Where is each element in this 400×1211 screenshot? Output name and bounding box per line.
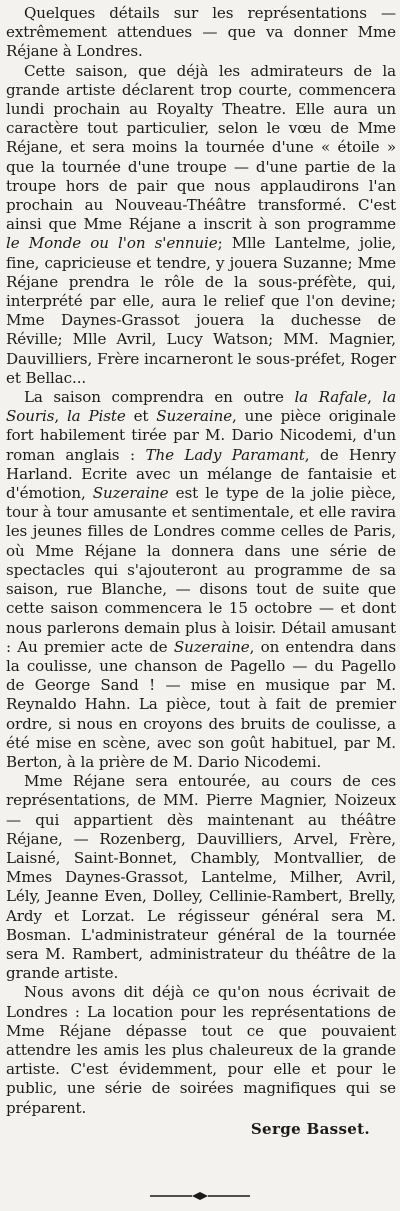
paragraph-text: Mme Réjane sera entourée, au cours de ces représentations, de MM. Pierre Magnier, Noizeux — qui appartient dès maintenant au théâtre Réjane, — Rozenberg, Dauvilliers, Arvel, Frère, Laisné, Saint-Bonnet, Chambly, Montvallier, de Mmes Daynes-Grassot, Lantelme, Milher, Avril, Lély, Jeanne Even, Dolley, Cellinie-Rambert, Brelly, Ardy et Lorzat. Le régisseur général sera M. Bosman. L'administrateur général de la tournée sera M. Rambert, administrateur du théâtre de la grande artiste.: [6, 772, 396, 983]
italic-title-text: Suzeraine: [156, 407, 233, 426]
paragraph-text: ; Mlle Lantelme, jolie, fine, capricieuse et tendre, y jouera Suzanne; Mme Réjane prendra le rôle de la sous-préfète, qui, interprété par elle, aura le relief que l'on devine; Mme Daynes-Grassot jouera la duchesse de Réville; Mlle Avril, Lucy Watson; MM. Magnier, Dauvilliers, Frère incarneront le sous-préfet, Roger et Bellac...: [6, 234, 397, 387]
paragraph-text: Cette saison, que déjà les admirateurs de la grande artiste déclarent trop courte, commencera lundi prochain au Royalty Theatre. Elle aura un caractère tout particulier, selon le vœu de Mme Réjane, et sera moins la tournée d'une « étoile » que la tournée d'une troupe — d'une partie de la troupe hors de pair que nous applaudirons l'an prochain au Nouveau-Théâtre transformé. C'est ainsi que Mme Réjane a inscrit à son programme: [6, 61, 396, 234]
italic-title-text: la Souris: [6, 388, 397, 426]
paragraph-text: Nous avons dit déjà ce qu'on nous écrivait de Londres : La location pour les représentations de Mme Réjane dépasse tout ce que pouvaient attendre les amis les plus chaleureux de la grande artiste. C'est évidemment, pour elle et pour le public, une série de soirées magnifiques qui se préparent.: [6, 983, 396, 1117]
italic-title-text: la Piste: [66, 407, 126, 426]
article-paragraph: [6, 4, 396, 62]
paragraph-text: et: [125, 407, 157, 426]
article-paragraph: [6, 388, 396, 772]
paragraph-text: Quelques détails sur les représentations — extrêmement attendues — que va donner Mme Réjane à Londres.: [6, 4, 396, 61]
paragraph-text: ,: [54, 407, 67, 426]
italic-title-text: Suzeraine: [173, 637, 250, 656]
italic-title-text: le Monde ou l'on s'ennuie: [6, 234, 218, 253]
paragraph-text: La saison comprendra en outre: [24, 388, 295, 407]
italic-title-text: la Rafale: [294, 388, 368, 407]
paragraph-text: est le type de la jolie pièce, tour à tour amusante et sentimentale, et elle ravira les jeunes filles de Londres comme celles de Paris, où Mme Réjane la donnera dans une série de spectacles qui s'ajouteront au programme de sa saison, rue Blanche, — disons tout de suite que cette saison commencera le 15 octobre — et dont nous parlerons demain plus à loisir. Détail amusant : Au premier acte de: [6, 484, 396, 656]
article-signature: Serge Basset.: [250, 1119, 370, 1138]
article-paragraph: [6, 772, 396, 983]
paragraph-text: ,: [367, 388, 383, 407]
article-paragraph: [6, 62, 396, 388]
newspaper-article: [6, 4, 396, 1139]
italic-title-text: Suzeraine: [92, 484, 169, 503]
italic-title-text: The Lady Paramant: [145, 445, 305, 464]
article-body: [6, 4, 396, 1118]
paragraph-text: , on entendra dans la coulisse, une chanson de Pagello — du Pagello de George Sand ! — mise en musique par M. Reynaldo Hahn. La pièce, tout à fait de premier ordre, si nous en croyons des bruits de coulisse, a été mise en scène, avec son goût habituel, par M. Berton, à la prière de M. Dario Nicodemi.: [6, 637, 396, 771]
section-end-ornament: [0, 1190, 400, 1202]
article-paragraph: [6, 983, 396, 1117]
paragraph-text: , une pièce originale fort habilement tirée par M. Dario Nicodemi, d'un roman anglais :: [6, 407, 396, 464]
paragraph-text: , de Henry Harland. Ecrite avec un mélange de fantaisie et d'émotion,: [6, 445, 396, 503]
